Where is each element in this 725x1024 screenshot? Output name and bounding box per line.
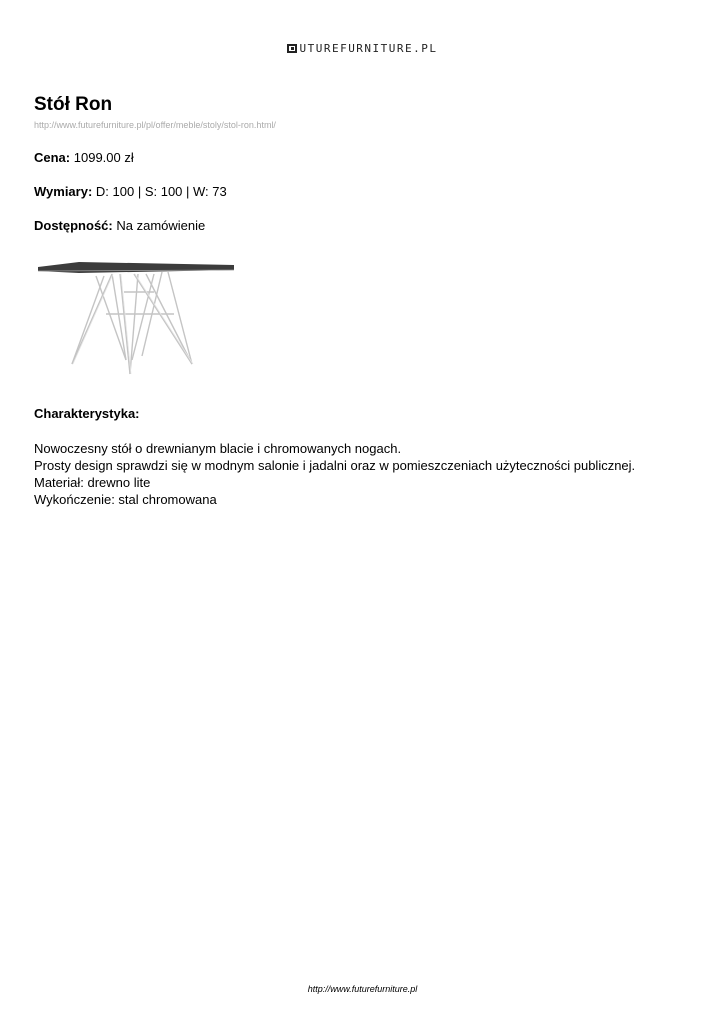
price-value: 1099.00 zł: [73, 150, 134, 165]
description-line: Nowoczesny stół o drewnianym blacie i chromowanych nogach.: [34, 441, 402, 456]
logo-f-icon: [287, 44, 297, 53]
availability-label: Dostępność:: [34, 218, 113, 233]
characteristics-heading: Charakterystyka:: [34, 406, 140, 421]
material-line: Materiał: drewno lite: [34, 475, 151, 490]
availability-value: Na zamówienie: [116, 218, 206, 233]
product-url: http://www.futurefurniture.pl/pl/offer/meble/stoly/stol-ron.html/: [34, 120, 276, 130]
table-top: [38, 262, 234, 273]
product-title: Stół Ron: [34, 94, 113, 115]
logo-text: UTUREFURNITURE.PL: [299, 42, 438, 55]
dimensions-field: [34, 184, 227, 199]
characteristics-description: [34, 440, 694, 508]
table-illustration: [34, 252, 238, 382]
availability-field: [34, 218, 205, 233]
footer-url: http://www.futurefurniture.pl: [307, 984, 418, 994]
site-logo: [0, 42, 725, 55]
dimensions-label: Wymiary:: [34, 184, 93, 199]
price-field: [34, 150, 134, 165]
description-line: Prosty design sprawdzi się w modnym salonie i jadalni oraz w pomieszczeniach użyteczności publicznej.: [34, 458, 636, 473]
dimensions-value: D: 100 | S: 100 | W: 73: [95, 184, 227, 199]
finish-line: Wykończenie: stal chromowana: [34, 492, 217, 507]
table-legs: [72, 272, 192, 374]
price-label: Cena:: [34, 150, 71, 165]
product-image: [34, 252, 238, 382]
